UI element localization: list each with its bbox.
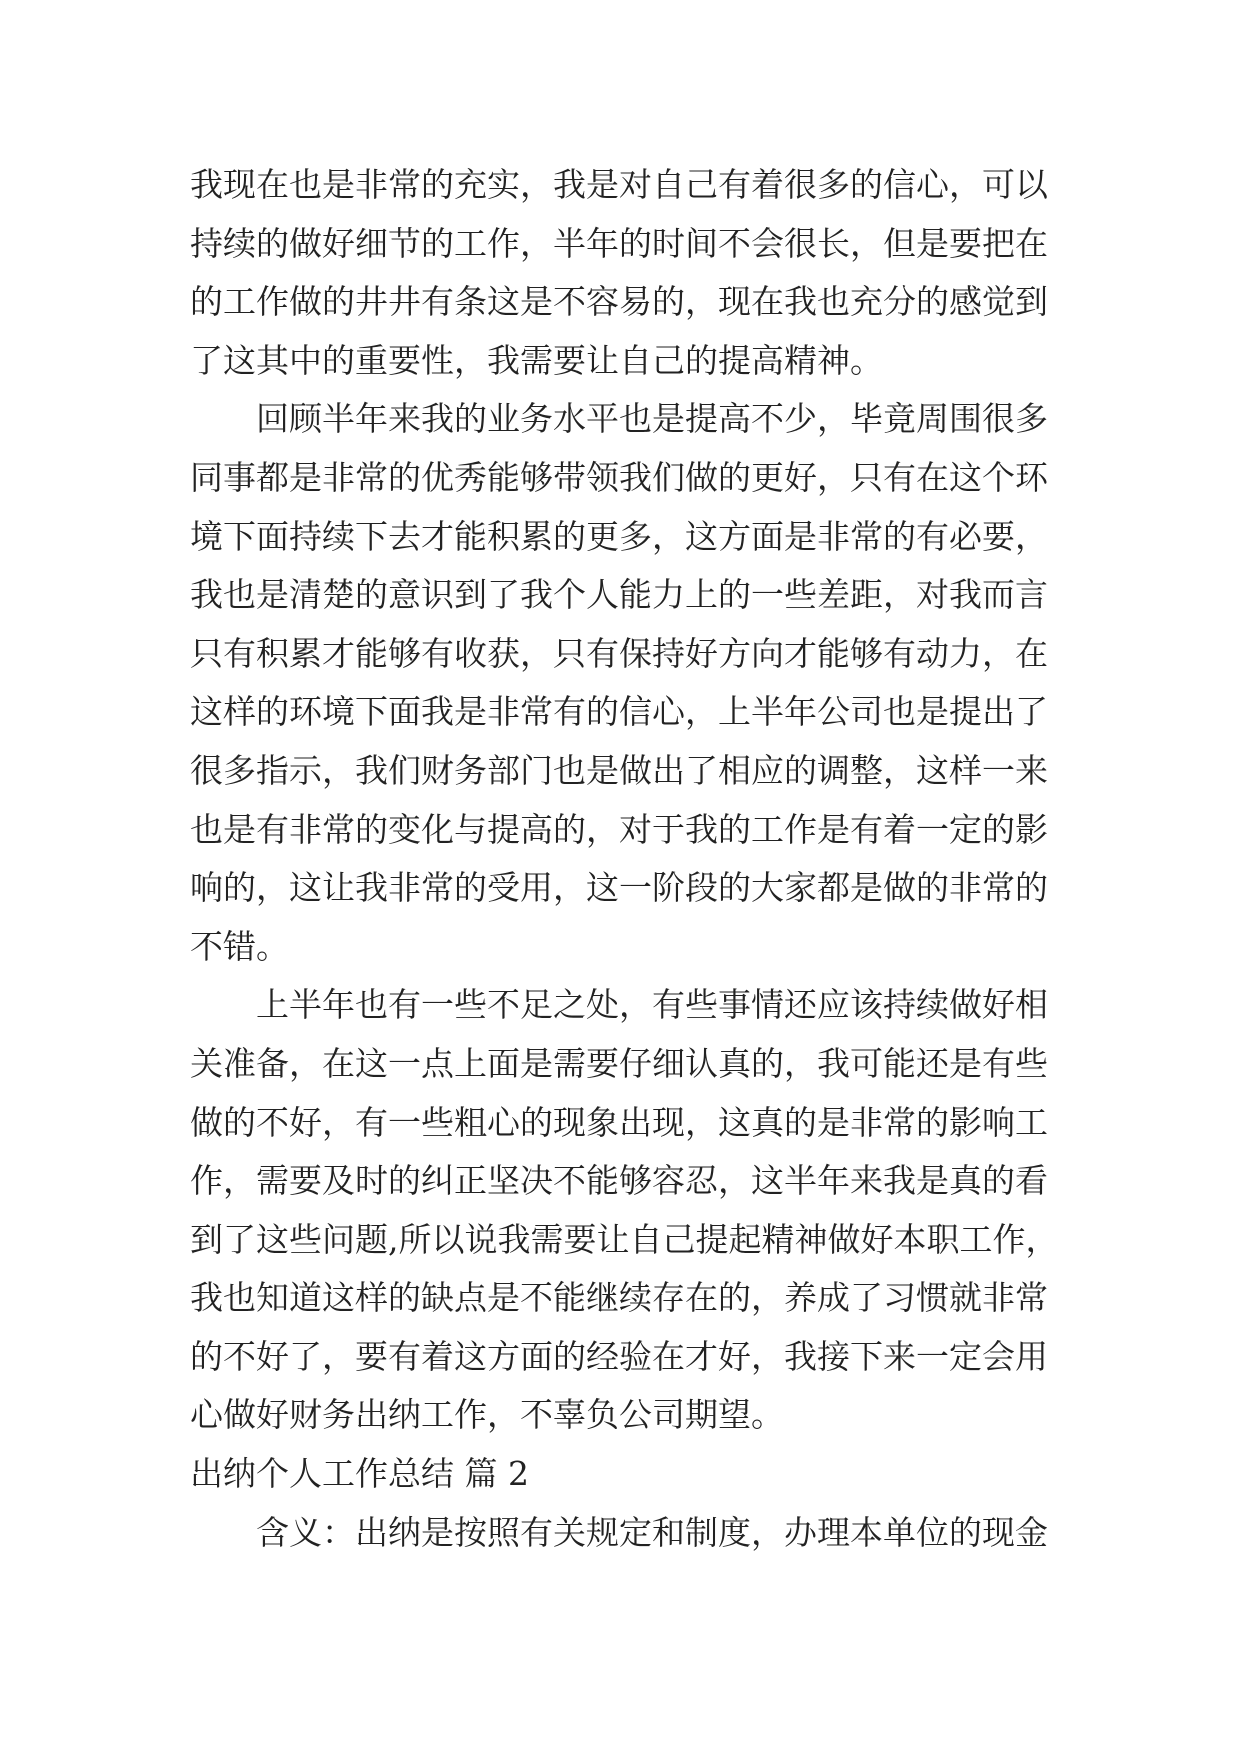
text-line: 不错。 bbox=[190, 926, 289, 966]
text-line: 了这其中的重要性，我需要让自己的提高精神。 bbox=[190, 340, 883, 380]
text-line: 持续的做好细节的工作，半年的时间不会很长，但是要把在 bbox=[190, 223, 1048, 263]
text-line: 关准备，在这一点上面是需要仔细认真的，我可能还是有些 bbox=[190, 1043, 1048, 1083]
text-line: 也是有非常的变化与提高的，对于我的工作是有着一定的影 bbox=[190, 809, 1048, 849]
text-line: 到了这些问题,所以说我需要让自己提起精神做好本职工作， bbox=[190, 1219, 1059, 1259]
text-line: 境下面持续下去才能积累的更多，这方面是非常的有必要， bbox=[190, 516, 1048, 556]
text-line: 这样的环境下面我是非常有的信心，上半年公司也是提出了 bbox=[190, 692, 1048, 732]
paragraph bbox=[190, 390, 1070, 976]
text-line: 只有积累才能够有收获，只有保持好方向才能够有动力，在 bbox=[190, 633, 1048, 673]
text-line: 回顾半年来我的业务水平也是提高不少，毕竟周围很多 bbox=[256, 399, 1048, 439]
text-line: 响的，这让我非常的受用，这一阶段的大家都是做的非常的 bbox=[190, 868, 1048, 908]
text-line: 作，需要及时的纠正坚决不能够容忍，这半年来我是真的看 bbox=[190, 1161, 1048, 1201]
text-line: 我也知道这样的缺点是不能继续存在的，养成了习惯就非常 bbox=[190, 1278, 1048, 1318]
paragraph bbox=[190, 1504, 1070, 1563]
text-line: 含义：出纳是按照有关规定和制度，办理本单位的现金 bbox=[256, 1512, 1048, 1552]
text-line: 我也是清楚的意识到了我个人能力上的一些差距，对我而言 bbox=[190, 575, 1048, 615]
text-line: 心做好财务出纳工作，不辜负公司期望。 bbox=[190, 1395, 784, 1435]
text-line: 做的不好，有一些粗心的现象出现，这真的是非常的影响工 bbox=[190, 1102, 1048, 1142]
paragraph bbox=[190, 976, 1070, 1445]
text-line: 我现在也是非常的充实，我是对自己有着很多的信心，可以 bbox=[190, 165, 1048, 204]
section-heading bbox=[190, 1445, 1070, 1504]
paragraph bbox=[190, 156, 1070, 390]
document-body bbox=[190, 156, 1070, 1562]
text-line: 的不好了，要有着这方面的经验在才好，我接下来一定会用 bbox=[190, 1336, 1048, 1376]
text-line: 的工作做的井井有条这是不容易的，现在我也充分的感觉到 bbox=[190, 282, 1048, 322]
text-line: 上半年也有一些不足之处，有些事情还应该持续做好相 bbox=[256, 985, 1048, 1025]
text-line: 很多指示，我们财务部门也是做出了相应的调整，这样一来 bbox=[190, 750, 1048, 790]
text-line: 同事都是非常的优秀能够带领我们做的更好，只有在这个环 bbox=[190, 457, 1048, 497]
section-heading-text: 出纳个人工作总结 篇 2 bbox=[190, 1454, 529, 1494]
